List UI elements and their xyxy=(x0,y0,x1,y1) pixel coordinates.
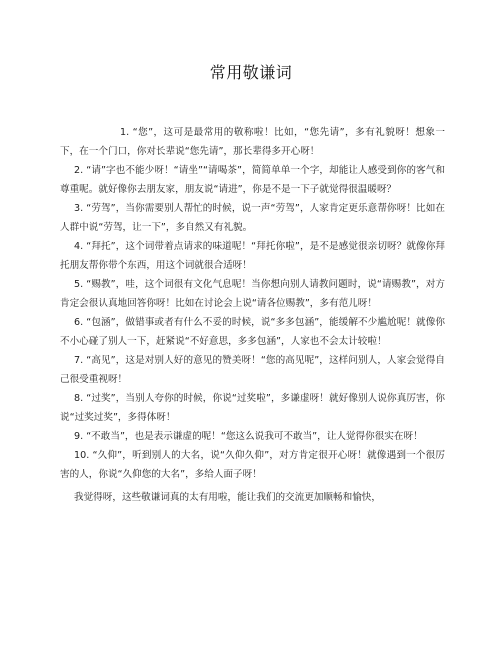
document-body xyxy=(60,123,445,507)
document-title: 常用敬谦词 xyxy=(209,63,293,82)
paragraph-9: 9. “不敢当”，也是表示谦虚的呢！“您这么说我可不敢当”，让人觉得你很实在呀！ xyxy=(74,431,423,442)
paragraph-7: 7. “高见”，这是对别人好的意见的赞美呀！“您的高见呢”，这样问别人，人家会觉得自己很受重视呀！ xyxy=(60,355,445,385)
closing-paragraph: 我觉得呀，这些敬谦词真的太有用啦，能让我们的交流更加顺畅和愉快， xyxy=(74,492,381,503)
paragraph-4: 4. “拜托”，这个词带着点请求的味道呢！“拜托你啦”，是不是感觉很亲切呀？就像你拜托朋友帮你带个东西，用这个词就很合适呀！ xyxy=(60,241,445,271)
paragraph-10: 10. “久仰”，听到别人的大名，说“久仰久仰”，对方肯定很开心呀！就像遇到一个很厉害的人，你说“久仰您的大名”，多给人面子呀！ xyxy=(60,450,445,480)
paragraph-1: 1. “您”，这可是最常用的敬称啦！比如，“您先请”，多有礼貌呀！想象一下，在一个门口，你对长辈说“您先请”，那长辈得多开心呀！ xyxy=(60,127,445,157)
paragraph-2: 2. “请”字也不能少呀！“请坐”“请喝茶”，简简单单一个字，却能让人感受到你的客气和尊重呢。就好像你去朋友家，朋友说“请进”，你是不是一下子就觉得很温暖呀？ xyxy=(60,165,445,195)
paragraph-3: 3. “劳驾”，当你需要别人帮忙的时候，说一声“劳驾”，人家肯定更乐意帮你呀！比如在人群中说“劳驾，让一下”，多自然又有礼貌。 xyxy=(60,203,445,233)
paragraph-5: 5. “赐教”，哇，这个词很有文化气息呢！当你想向别人请教问题时，说“请赐教”，对方肯定会很认真地回答你呀！比如在讨论会上说“请各位赐教”，多有范儿呀！ xyxy=(60,279,445,309)
paragraph-6: 6. “包涵”，做错事或者有什么不妥的时候，说“多多包涵”，能缓解不少尴尬呢！就像你不小心碰了别人一下，赶紧说“不好意思，多多包涵”，人家也不会太计较啦！ xyxy=(60,317,445,347)
paragraph-8: 8. “过奖”，当别人夸你的时候，你说“过奖啦”，多谦虚呀！就好像别人说你真厉害，你说“过奖过奖”，多得体呀！ xyxy=(60,393,445,423)
